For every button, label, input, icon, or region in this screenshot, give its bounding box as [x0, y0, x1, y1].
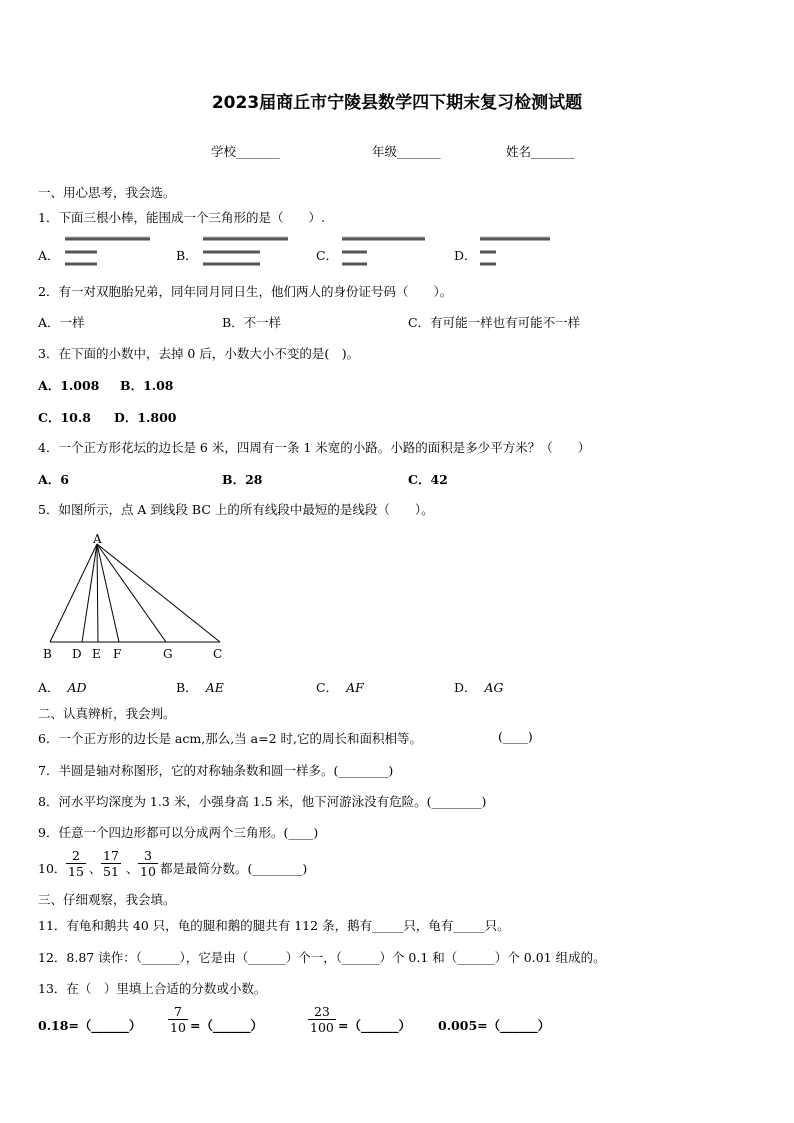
q10-separator: 、 — [89, 861, 102, 876]
label-b: B — [43, 647, 52, 661]
q4-option-b: B．28 — [222, 472, 263, 487]
q5-option-c: C． AF — [316, 680, 364, 695]
q13-item-1: 0.18=（______） — [38, 1018, 142, 1033]
label-c: C — [213, 647, 223, 661]
q12-text: 12．8.87 读作：（______），它是由（______）个一，（______）个 0.1 和（______）个 0.01 组成的。 — [38, 950, 606, 965]
label-f: F — [113, 647, 122, 661]
school-field: 学校_______ — [211, 144, 280, 159]
page-title: 2023届商丘市宁陵县数学四下期末复习检测试题 — [211, 93, 583, 113]
q6-text: 6．一个正方形的边长是 acm,那么,当 a=2 时,它的周长和面积相等。 — [38, 731, 422, 746]
grade-field: 年级_______ — [372, 144, 441, 159]
q3-text: 3．在下面的小数中，去掉 0 后，小数大小不变的是( )。 — [38, 346, 360, 361]
section-2-heading: 二、认真辨析，我会判。 — [38, 706, 176, 721]
section-3-heading: 三、仔细观察，我会填。 — [38, 892, 176, 907]
q8-text: 8．河水平均深度为 1.3 米，小强身高 1.5 米，他下河游泳没有危险。(________) — [38, 794, 487, 809]
q4-option-c: C．42 — [408, 472, 448, 487]
q3-option-d: D．1.800 — [114, 410, 177, 425]
q1-option-d: D． — [454, 248, 477, 263]
q4-text: 4．一个正方形花坛的边长是 6 米，四周有一条 1 米宽的小路。小路的面积是多少平方米？（ ） — [38, 440, 591, 455]
q3-option-c: C．10.8 — [38, 410, 91, 425]
q13-fraction-1 — [168, 1004, 188, 1035]
numerator: 3 — [138, 848, 158, 864]
q10-fraction-3 — [138, 848, 158, 879]
numerator: 7 — [168, 1004, 188, 1020]
denominator: 15 — [68, 864, 84, 879]
q5-option-a: A． AD — [38, 680, 87, 695]
label-e: E — [92, 647, 101, 661]
q1-option-b: B． — [176, 248, 198, 263]
q2-option-c: C．有可能一样也有可能不一样 — [408, 315, 581, 330]
q7-text: 7．半圆是轴对称图形，它的对称轴条数和圆一样多。(________) — [38, 763, 394, 778]
segment-AE — [97, 544, 98, 642]
q13-item-3: =（______） — [338, 1018, 411, 1033]
q2-option-b: B．不一样 — [222, 315, 282, 330]
q1-text: 1．下面三根小棒，能围成一个三角形的是（ ）. — [38, 210, 325, 225]
numerator: 23 — [308, 1004, 336, 1020]
denominator: 10 — [140, 864, 156, 879]
q13-item-2: =（______） — [190, 1018, 263, 1033]
q13-item-4: 0.005=（______） — [438, 1018, 551, 1033]
label-d: D — [72, 647, 82, 661]
q2-text: 2．有一对双胞胎兄弟，同年同月同日生，他们两人的身份证号码（ ）。 — [38, 284, 453, 299]
q4-option-a: A．6 — [38, 472, 69, 487]
q10-number: 10． — [38, 861, 67, 876]
q13-text: 13．在（ ）里填上合适的分数或小数。 — [38, 981, 267, 996]
name-field: 姓名_______ — [506, 144, 575, 159]
q10-fraction-2 — [101, 848, 121, 879]
q5-option-d: D． AG — [454, 680, 504, 695]
label-g: G — [163, 647, 173, 661]
q10-separator: 、 — [126, 861, 139, 876]
denominator: 100 — [310, 1020, 334, 1035]
q2-option-a: A．一样 — [38, 315, 85, 330]
denominator: 10 — [170, 1020, 186, 1035]
numerator: 2 — [66, 848, 86, 864]
q1-sticks-figure — [60, 232, 580, 272]
label-a: A — [93, 532, 102, 546]
section-1-heading: 一、用心思考，我会选。 — [38, 185, 176, 200]
q10-fraction-1 — [66, 848, 86, 879]
q9-text: 9．任意一个四边形都可以分成两个三角形。(____) — [38, 825, 319, 840]
numerator: 17 — [103, 848, 119, 863]
q5-triangle-figure — [38, 530, 238, 666]
q10-tail: 都是最简分数。(________) — [160, 861, 308, 876]
q1-option-c: C． — [316, 248, 339, 263]
segment-AG — [97, 544, 166, 642]
q5-text: 5．如图所示，点 A 到线段 BC 上的所有线段中最短的是线段（ ）。 — [38, 502, 434, 517]
q3-option-a: A．1.008 — [38, 378, 100, 393]
q6-blank: (____) — [498, 729, 533, 744]
q3-option-b: B．1.08 — [120, 378, 174, 393]
q13-fraction-2 — [308, 1004, 336, 1035]
q1-option-a: A． — [38, 248, 60, 263]
q11-text: 11．有龟和鹅共 40 只，龟的腿和鹅的腿共有 112 条，鹅有_____只，龟有_____只。 — [38, 918, 510, 933]
q5-option-b: B． AE — [176, 680, 224, 695]
denominator: 51 — [103, 864, 119, 879]
